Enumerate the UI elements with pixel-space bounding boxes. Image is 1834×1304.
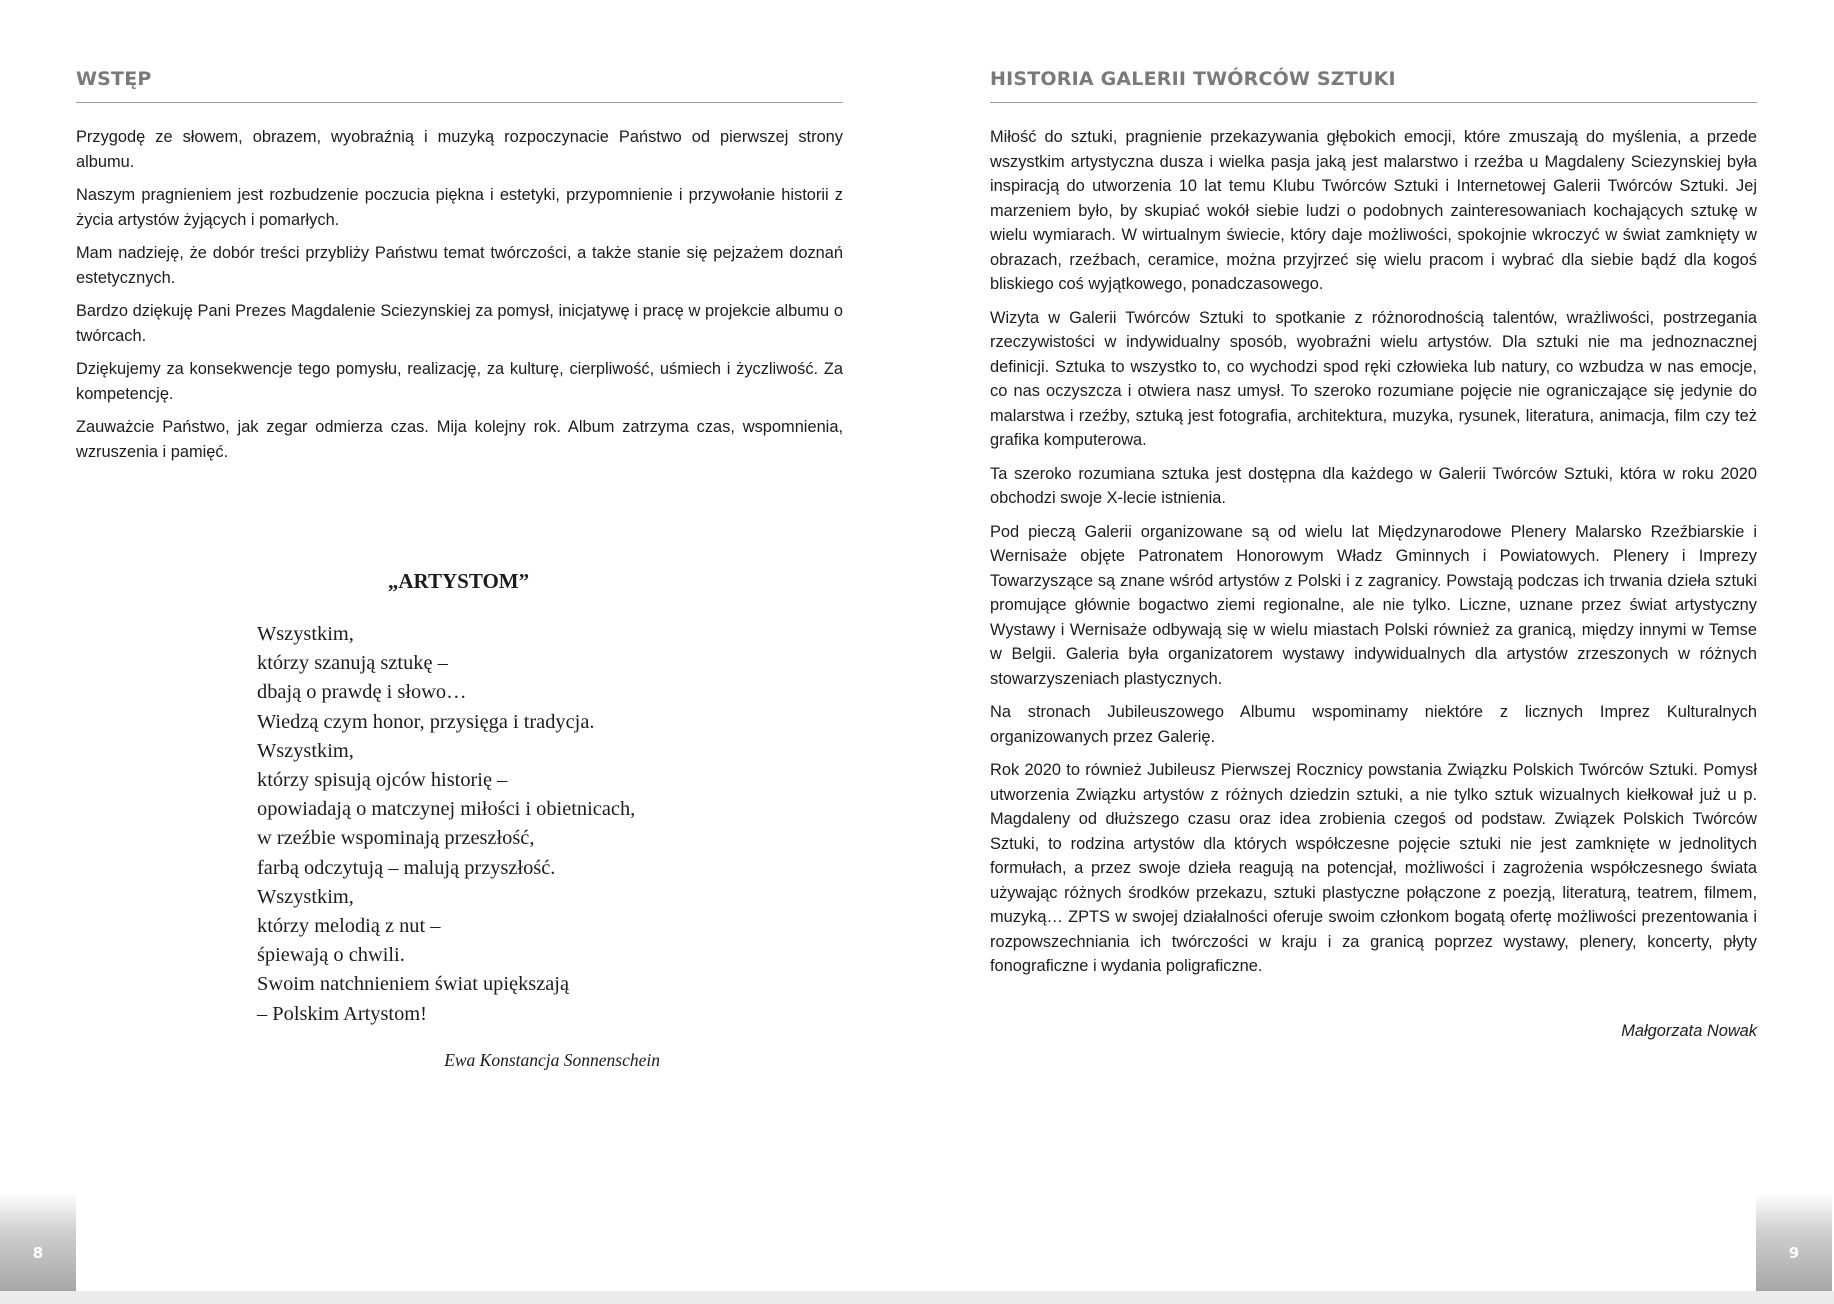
poem-line: Swoim natchnieniem świat upiększają [257,973,570,996]
right-page [917,0,1834,1291]
poem-line: Wszystkim, [257,623,354,645]
poem-line: śpiewają o chwili. [257,944,405,967]
poem-author: Ewa Konstancja Sonnenschein [444,1050,660,1070]
paragraph: Wizyta w Galerii Twórców Sztuki to spotkanie z różnorodnością talentów, wrażliwości, postrzegania rzeczywistości w indywidualny sposób, wyobraźni wielu artystów. Dla sztuki nie ma jednoznacznej definicji. Sztuka to wszystko to, co wychodzi spod ręki człowieka lub natury, co wzbudza w nas emocje, co nas oczyszcza i otwiera nasz umysł. To szeroko rozumiane pojęcie nie ograniczające się jedynie do malarstwa i rzeźby, sztuką jest fotografia, architektura, muzyka, rysunek, literatura, animacja, film czy też grafika komputerowa. [990,308,1757,449]
paragraph: Przygodę ze słowem, obrazem, wyobraźnią i muzyką rozpoczynacie Państwo od pierwszej strony albumu. [76,128,843,171]
paragraph: Miłość do sztuki, pragnienie przekazywania głębokich emocji, które zmuszają do myślenia, a przede wszystkim artystyczna dusza i wielka pasja jaką jest malarstwo i rzeźba u Magdaleny Sciezynskiej była inspiracją do utworzenia 10 lat temu Klubu Twórców Sztuki i Internetowej Galerii Twórców Sztuki. Jej marzeniem było, by skupiać wokół siebie ludzi o podobnych zainteresowaniach kochających sztukę w wielu wymiarach. W wirtualnym świecie, który daje możliwości, spokojnie wkroczyć w świat zamknięty w obrazach, rzeźbach, ceramice, można przyjrzeć się wielu pracom i wybrać dla siebie bądź dla kogoś bliskiego coś wyjątkowego, ponadczasowego. [990,128,1757,293]
left-page [0,0,917,1291]
poem-line: w rzeźbie wspominają przeszłość, [257,827,535,850]
page-number-right: 9 [1788,1244,1800,1262]
paragraph: Mam nadzieję, że dobór treści przybliży Państwu temat twórczości, a także stanie się pejzażem doznań estetycznych. [76,244,843,287]
poem-line: opowiadają o matczynej miłości i obietnicach, [257,798,636,821]
page-number-left: 8 [32,1244,44,1262]
poem-line: Wszystkim, [257,885,354,908]
paragraph: Na stronach Jubileuszowego Albumu wspominamy niektóre z licznych Imprez Kulturalnych organizowanych przez Galerię. [990,703,1757,746]
paragraph: Pod pieczą Galerii organizowane są od wielu lat Międzynarodowe Plenery Malarsko Rzeźbiarskie i Wernisaże objęte Patronatem Honorowym Władz Gminnych i Powiatowych. Plenery i Imprezy Towarzyszące są znane wśród artystów z Polski i z zagranicy. Powstają podczas ich trwania dzieła sztuki promujące głównie bogactwo ziemi regionalne, ale nie tylko. Liczne, uznane przez świat artystyczny Wystawy i Wernisaże odbywają się w wielu miastach Polski również za granicą, między innymi w Temse w Belgii. Galeria była organizatorem wystawy indywidualnych dla artystów zrzeszonych w różnych stowarzyszeniach plastycznych. [990,522,1757,688]
paragraph: Bardzo dziękuję Pani Prezes Magdalenie Sciezynskiej za pomysł, inicjatywę i pracę w projekcie albumu o twórcach. [76,302,843,345]
page-number-tab [1756,1193,1832,1291]
page-number-tab [0,1193,76,1291]
intro-text [76,125,843,473]
poem-line: farbą odczytują – malują przyszłość. [257,856,556,879]
poem [257,620,677,1029]
paragraph: Zauważcie Państwo, jak zegar odmierza czas. Mija kolejny rok. Album zatrzyma czas, wspomnienia, wzruszenia i pamięć. [76,418,843,461]
paragraph: Ta szeroko rozumiana sztuka jest dostępna dla każdego w Galerii Twórców Sztuki, która w roku 2020 obchodzi swoje X-lecie istnienia. [990,464,1757,507]
title-rule [76,102,843,103]
poem-line: dbają o prawdę i słowo… [257,681,467,704]
history-text [990,125,1757,988]
poem-line: którzy melodią z nut – [257,915,441,938]
poem-line: którzy spisują ojców historię – [257,769,508,792]
paragraph: Rok 2020 to również Jubileusz Pierwszej Rocznicy powstania Związku Polskich Twórców Sztuki. Pomysł utworzenia Związku artystów z różnych dziedzin sztuki, a nie tylko sztuk wizualnych kiełkował już u p. Magdaleny od dłuższego czasu oraz idea zrobienia czegoś od podstaw. Związek Polskich Twórców Sztuki, to rodzina artystów dla których współczesne pojęcie sztuki nie jest zamknięte w jednolitych formułach, a przez swoje dzieła reagują na potencjał, możliwości i zagrożenia współczesnego świata używając różnych środków przekazu, sztuki plastyczne połączone z poezją, literaturą, teatrem, filmem, muzyką… ZPTS w swojej działalności oferuje swoim członkom bogatą ofertę możliwości prezentowania i rozpowszechniania ich twórczości w kraju i za granicą poprzez wystawy, plenery, koncerty, płyty fonograficzne i wydania poligraficzne. [990,761,1757,975]
signature: Małgorzata Nowak [1621,1022,1757,1040]
paragraph: Dziękujemy za konsekwencje tego pomysłu, realizację, za kulturę, cierpliwość, uśmiech i życzliwość. Za kompetencję. [76,360,843,403]
poem-line: – Polskim Artystom! [257,1002,427,1025]
paragraph: Naszym pragnieniem jest rozbudzenie poczucia piękna i estetyki, przypomnienie i przywołanie historii z życia artystów żyjących i pomarłych. [76,186,843,229]
poem-line: Wiedzą czym honor, przysięga i tradycja. [257,710,595,733]
title-rule [990,102,1757,103]
section-title-wstep: WSTĘP [76,68,152,90]
poem-line: którzy szanują sztukę – [257,652,448,675]
section-title-historia: HISTORIA GALERII TWÓRCÓW SZTUKI [990,68,1396,90]
poem-line: Wszystkim, [257,739,354,762]
poem-title: „ARTYSTOM” [387,569,530,593]
